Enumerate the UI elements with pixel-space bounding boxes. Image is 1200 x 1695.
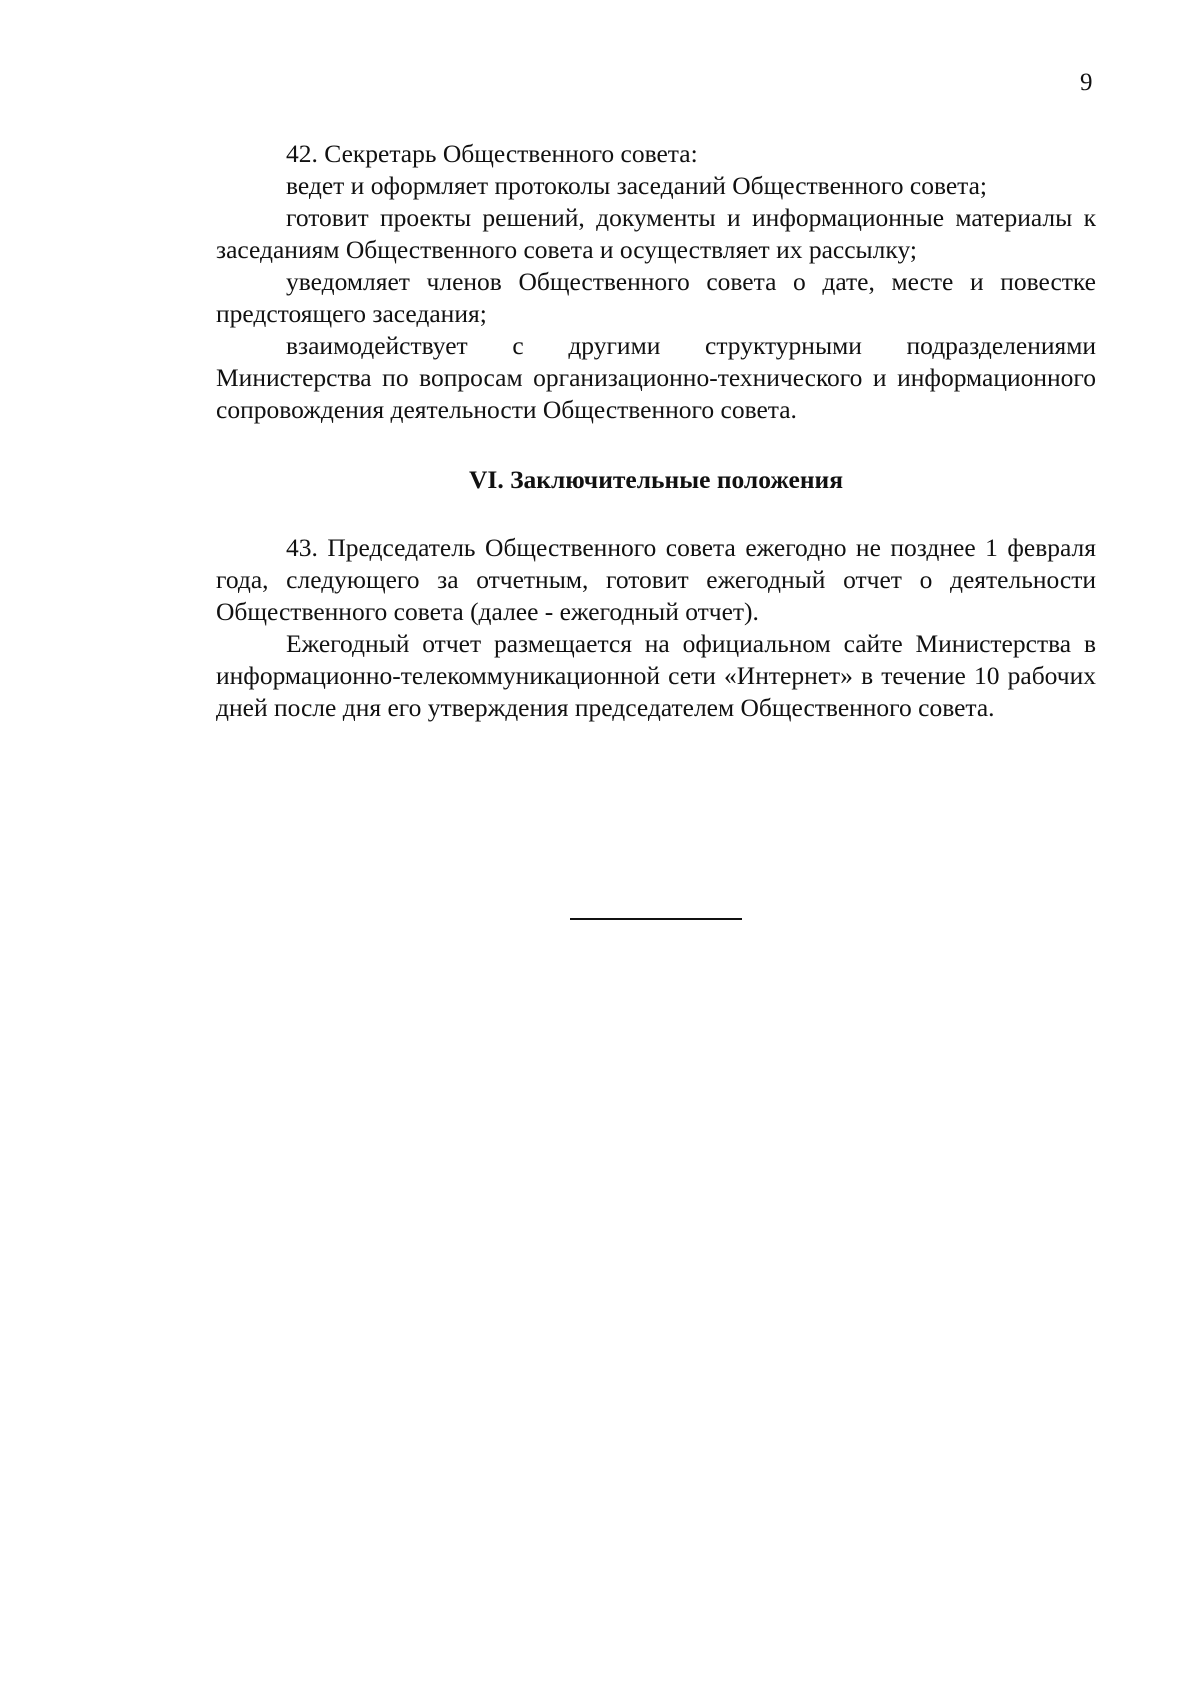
page-number: 9 — [1080, 69, 1093, 96]
document-body — [216, 138, 1096, 724]
end-of-document-rule — [570, 918, 742, 920]
paragraph-43-publication: Ежегодный отчет размещается на официальном сайте Министерства в информационно-телекоммуникационной сети «Интернет» в течение 10 рабочих дней после дня его утверждения председателем Общественного совета. — [216, 629, 1096, 722]
section-heading-vi: VI. Заключительные положения — [469, 465, 843, 494]
paragraph-42-protocols: ведет и оформляет протоколы заседаний Общественного совета; — [286, 171, 988, 200]
paragraph-42-interaction: взаимодействует с другими структурными подразделениями Министерства по вопросам организационно-технического и информационного сопровождения деятельности Общественного совета. — [216, 331, 1096, 424]
paragraph-42-title: 42. Секретарь Общественного совета: — [286, 139, 698, 168]
paragraph-43-report: 43. Председатель Общественного совета ежегодно не позднее 1 февраля года, следующего за отчетным, готовит ежегодный отчет о деятельности Общественного совета (далее - ежегодный отчет). — [216, 533, 1096, 626]
paragraph-42-drafts: готовит проекты решений, документы и информационные материалы к заседаниям Общественного совета и осуществляет их рассылку; — [216, 203, 1096, 264]
paragraph-42-notify: уведомляет членов Общественного совета о дате, месте и повестке предстоящего заседания; — [216, 267, 1096, 328]
